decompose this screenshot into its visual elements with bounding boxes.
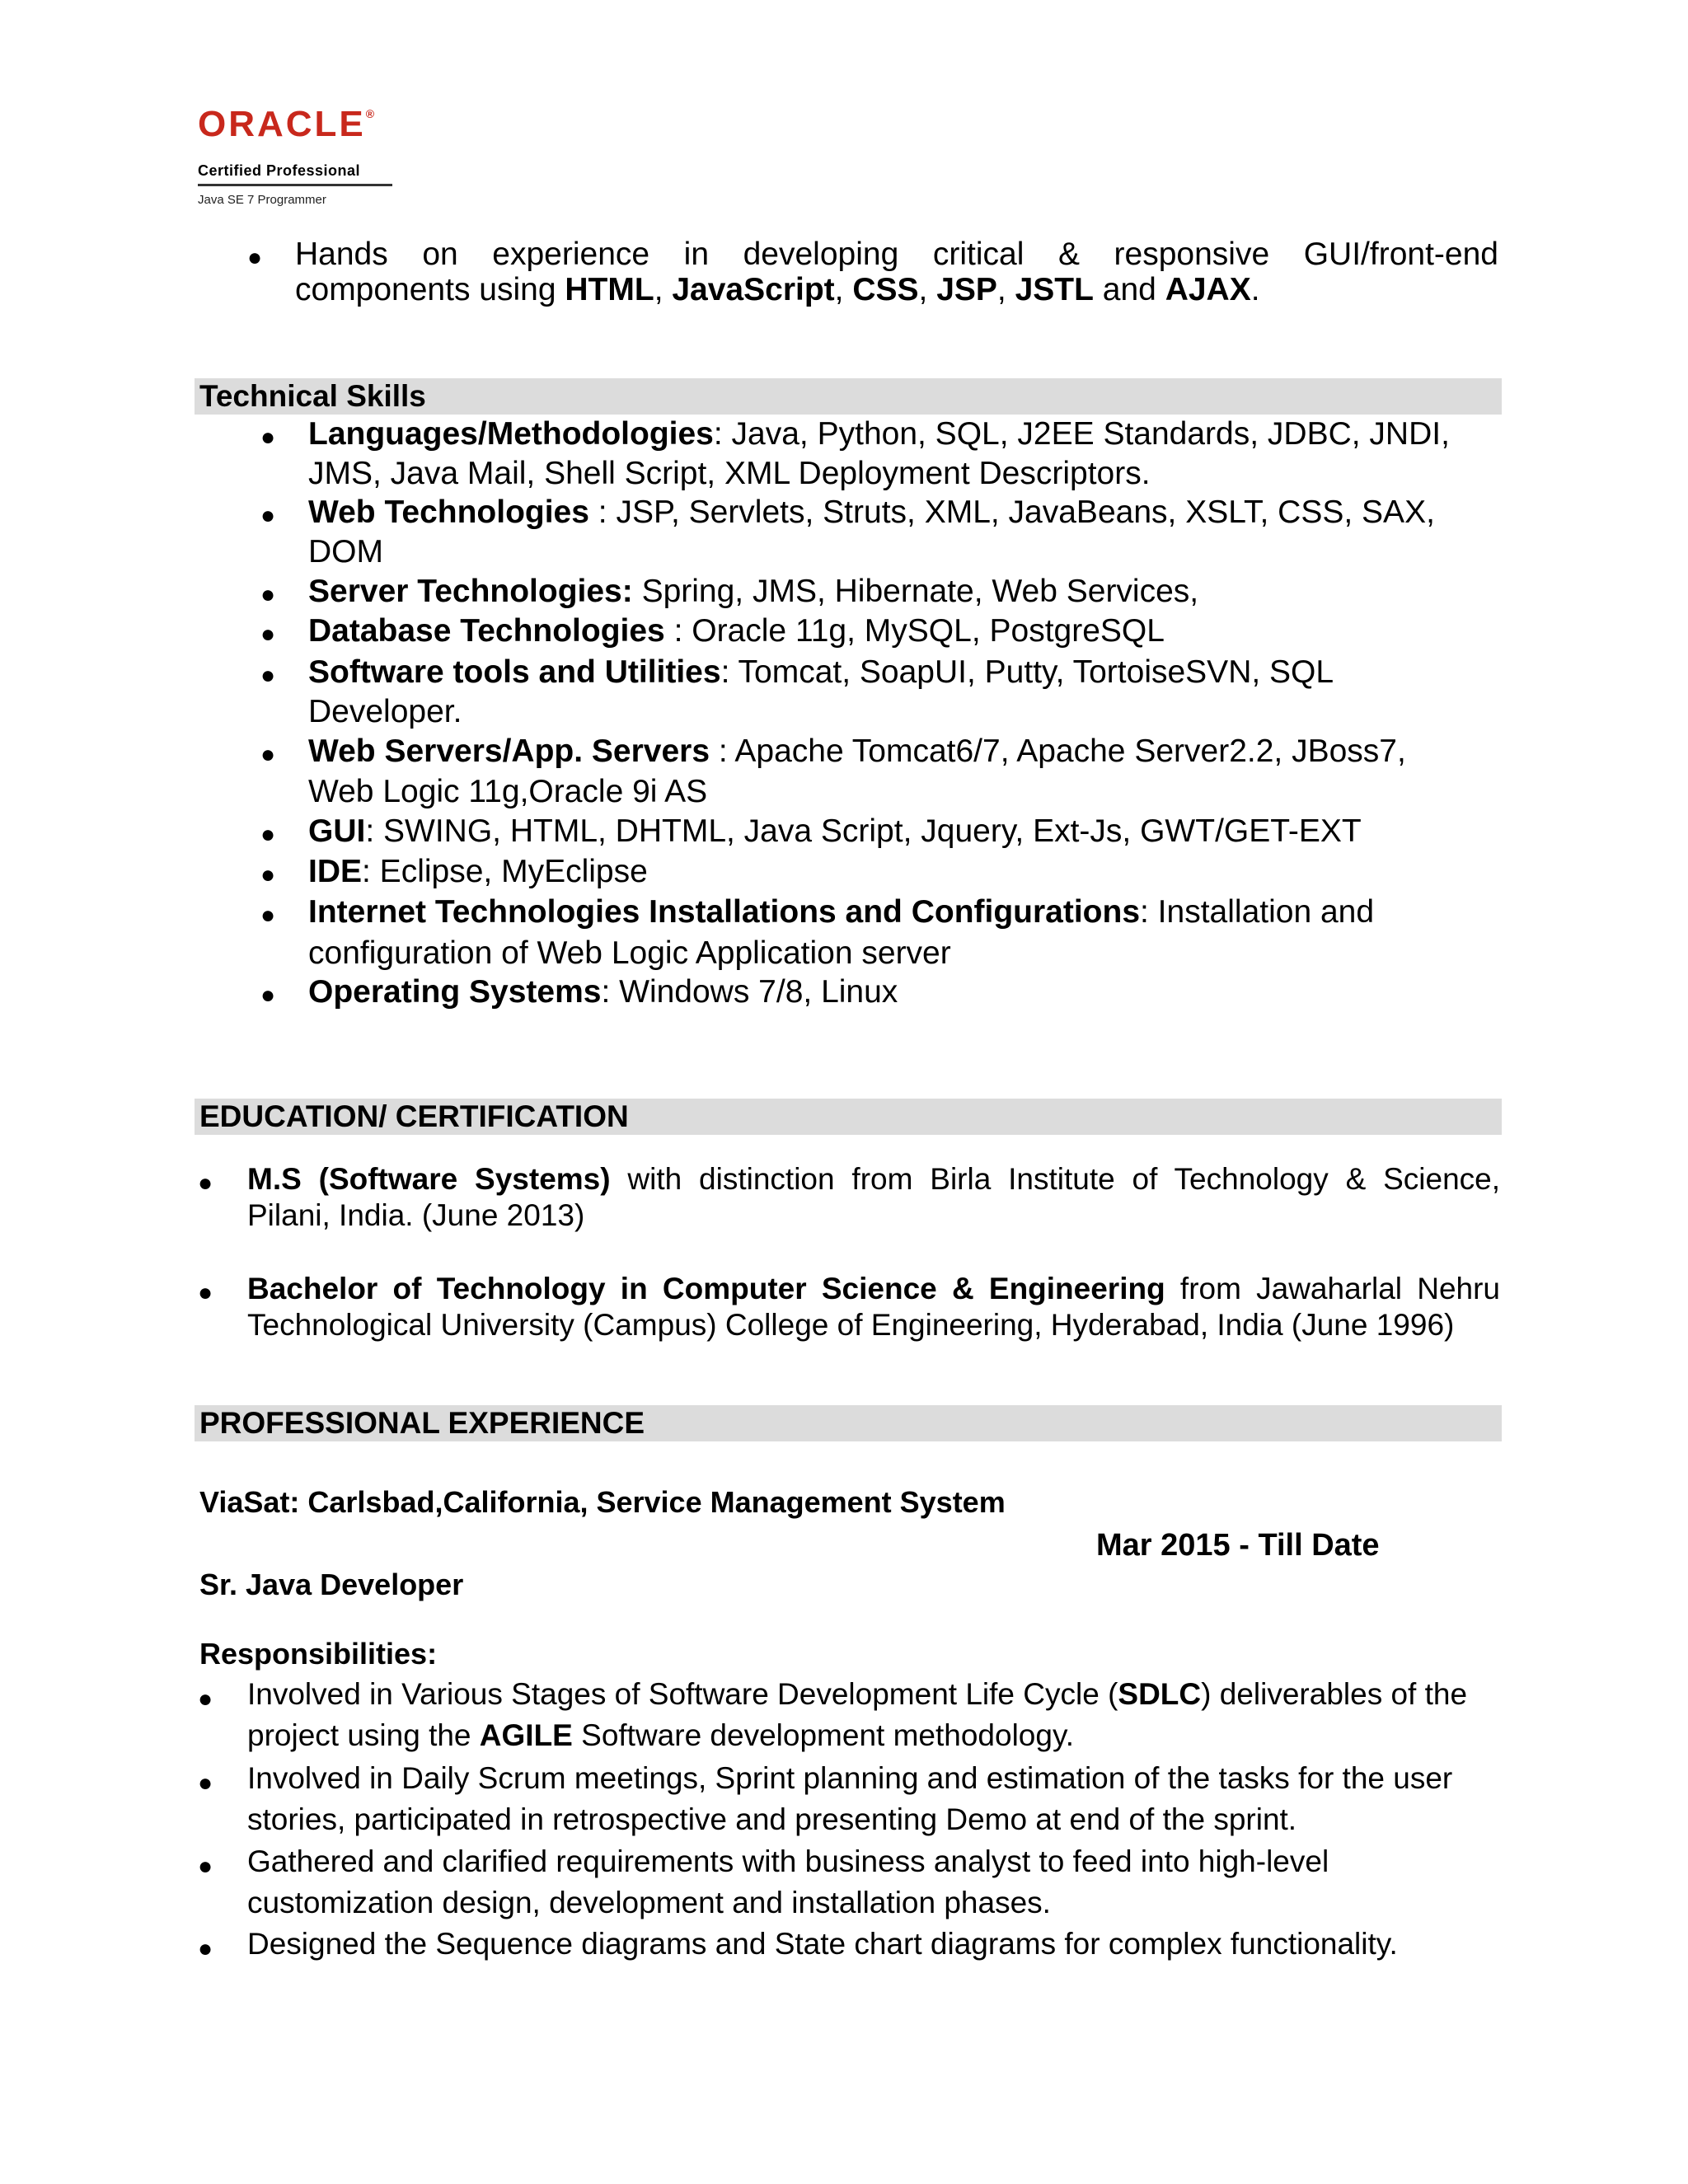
education-item-continuation: Pilani, India. (June 2013) [247,1198,585,1232]
responsibility-item: Involved in Various Stages of Software Development Life Cycle (SDLC) deliverables of the [247,1677,1468,1711]
oracle-logo-wordmark: ORACLE® [198,104,375,144]
skill-item: Web Technologies : JSP, Servlets, Struts, XML, JavaBeans, XSLT, CSS, SAX, [308,494,1435,530]
intro-line-1: Hands on experience in developing critical & responsive GUI/front-end [295,237,1498,272]
skill-item-continuation: Web Logic 11g,Oracle 9i AS [308,774,708,809]
responsibility-item: Gathered and clarified requirements with business analyst to feed into high-level [247,1844,1329,1878]
section-heading-education: EDUCATION/ CERTIFICATION [195,1099,1502,1135]
logo-divider [198,184,392,186]
skill-item: Internet Technologies Installations and Configurations: Installation and [308,894,1375,930]
responsibility-item: Involved in Daily Scrum meetings, Sprint planning and estimation of the tasks for the user [247,1761,1453,1795]
skill-item: Database Technologies : Oracle 11g, MySQL, PostgreSQL [308,613,1165,649]
education-item-continuation: Technological University (Campus) College of Engineering, Hyderabad, India (June 1996) [247,1308,1455,1342]
education-item: Bachelor of Technology in Computer Science & Engineering from Jawaharlal Nehru [247,1272,1501,1305]
section-heading-technical-skills: Technical Skills [195,378,1502,415]
skill-item: Languages/Methodologies: Java, Python, SQL, J2EE Standards, JDBC, JNDI, [308,416,1450,452]
education-item: M.S (Software Systems) with distinction from Birla Institute of Technology & Science, [247,1162,1501,1196]
company-line: ViaSat: Carlsbad,California, Service Management System [199,1485,1006,1519]
skill-item-continuation: Developer. [308,694,462,729]
responsibility-item-continuation: customization design, development and installation phases. [247,1886,1051,1919]
responsibility-item-continuation: project using the AGILE Software development methodology. [247,1718,1074,1752]
skill-item-continuation: configuration of Web Logic Application server [308,935,951,971]
oracle-certified-logo [198,105,396,209]
skill-item: Server Technologies: Spring, JMS, Hibernate, Web Services, [308,574,1199,609]
responsibility-item: Designed the Sequence diagrams and State chart diagrams for complex functionality. [247,1927,1398,1961]
skill-item: IDE: Eclipse, MyEclipse [308,854,648,889]
logo-program-line: Java SE 7 Programmer [198,193,326,207]
skill-item: Web Servers/App. Servers : Apache Tomcat6/7, Apache Server2.2, JBoss7, [308,733,1406,769]
section-heading-experience: PROFESSIONAL EXPERIENCE [195,1405,1502,1441]
logo-certification-line: Certified Professional [198,162,361,179]
skill-item: GUI: SWING, HTML, DHTML, Java Script, Jquery, Ext-Js, GWT/GET-EXT [308,813,1362,849]
skill-item-continuation: DOM [308,534,383,569]
skill-item-continuation: JMS, Java Mail, Shell Script, XML Deployment Descriptors. [308,456,1151,491]
skill-item: Software tools and Utilities: Tomcat, SoapUI, Putty, TortoiseSVN, SQL [308,654,1334,690]
responsibility-item-continuation: stories, participated in retrospective and presenting Demo at end of the sprint. [247,1802,1297,1836]
intro-line-2: components using HTML, JavaScript, CSS, JSP, JSTL and AJAX. [295,272,1260,307]
job-title: Sr. Java Developer [199,1568,464,1601]
skill-item: Operating Systems: Windows 7/8, Linux [308,974,898,1010]
employment-dates: Mar 2015 - Till Date [1096,1528,1380,1563]
resume-page: ORACLE® Certified Professional Java SE 7 Programmer ● Hands on experience in developing critical & responsive GUI/front-end components using HTML, JavaScript, CSS, JSP, JSTL and AJAX. Technical Skills ● Languages/Methodologies: Java, Python, SQL, J2EE Standards, JDBC, JNDI, JMS, Java Mail, Shell Script, XML Deployment Descriptors. ● Web Technologies : JSP, Servlets, Struts, XML, JavaBeans, XSLT, CSS, SAX, DOM ● Server Technologies: Spring, JMS, Hibernate, Web Services, ● Database Technologies : Oracle 11g, MySQL, PostgreSQL ● Software tools and Utilities: Tomcat, SoapUI, Putty, TortoiseSVN, SQL Developer. ● Web Servers/App. Servers : Apache Tomcat6/7, Apache Server2.2, JBoss7, Web Logic 11g,Oracle 9i AS ● GUI: SWING, HTML, DHTML, Java Script, Jquery, Ext-Js, GWT/GET-EXT ● IDE: Eclipse, MyEclipse ● Internet Technologies Installations and Configurations: Installation and configuration of Web Logic Application server ● Operating Systems: Windows 7/8, Linux EDUCATION/ CERTIFICATION ● M.S (Software Systems) with distinction from Birla Institute of Technology & Science, Pilani, India. (June 2013) ● Bachelor of Technology in Computer Science & Engineering from Jawaharlal Nehru Technological University (Campus) College of Engineering, Hyderabad, India (June 1996) PROFESSIONAL EXPERIENCE ViaSat: Carlsbad,California, Service Management System Mar 2015 - Till Date Sr. Java Developer Responsibilities: ● Involved in Various Stages of Software Development Life Cycle (SDLC) deliverables of the project using the AGILE Software development methodology. ● Involved in Daily Scrum meetings, Sprint planning and estimation of the tasks for the user stories, participated in retrospective and presenting Demo at end of the sprint. ● Gathered and clarified requirements with business analyst to feed into high-level customization design, development and installation phases. ● Designed the Sequence diagrams and State chart diagrams for complex functionality. [0,0,1688,2184]
responsibilities-heading: Responsibilities: [199,1637,438,1671]
